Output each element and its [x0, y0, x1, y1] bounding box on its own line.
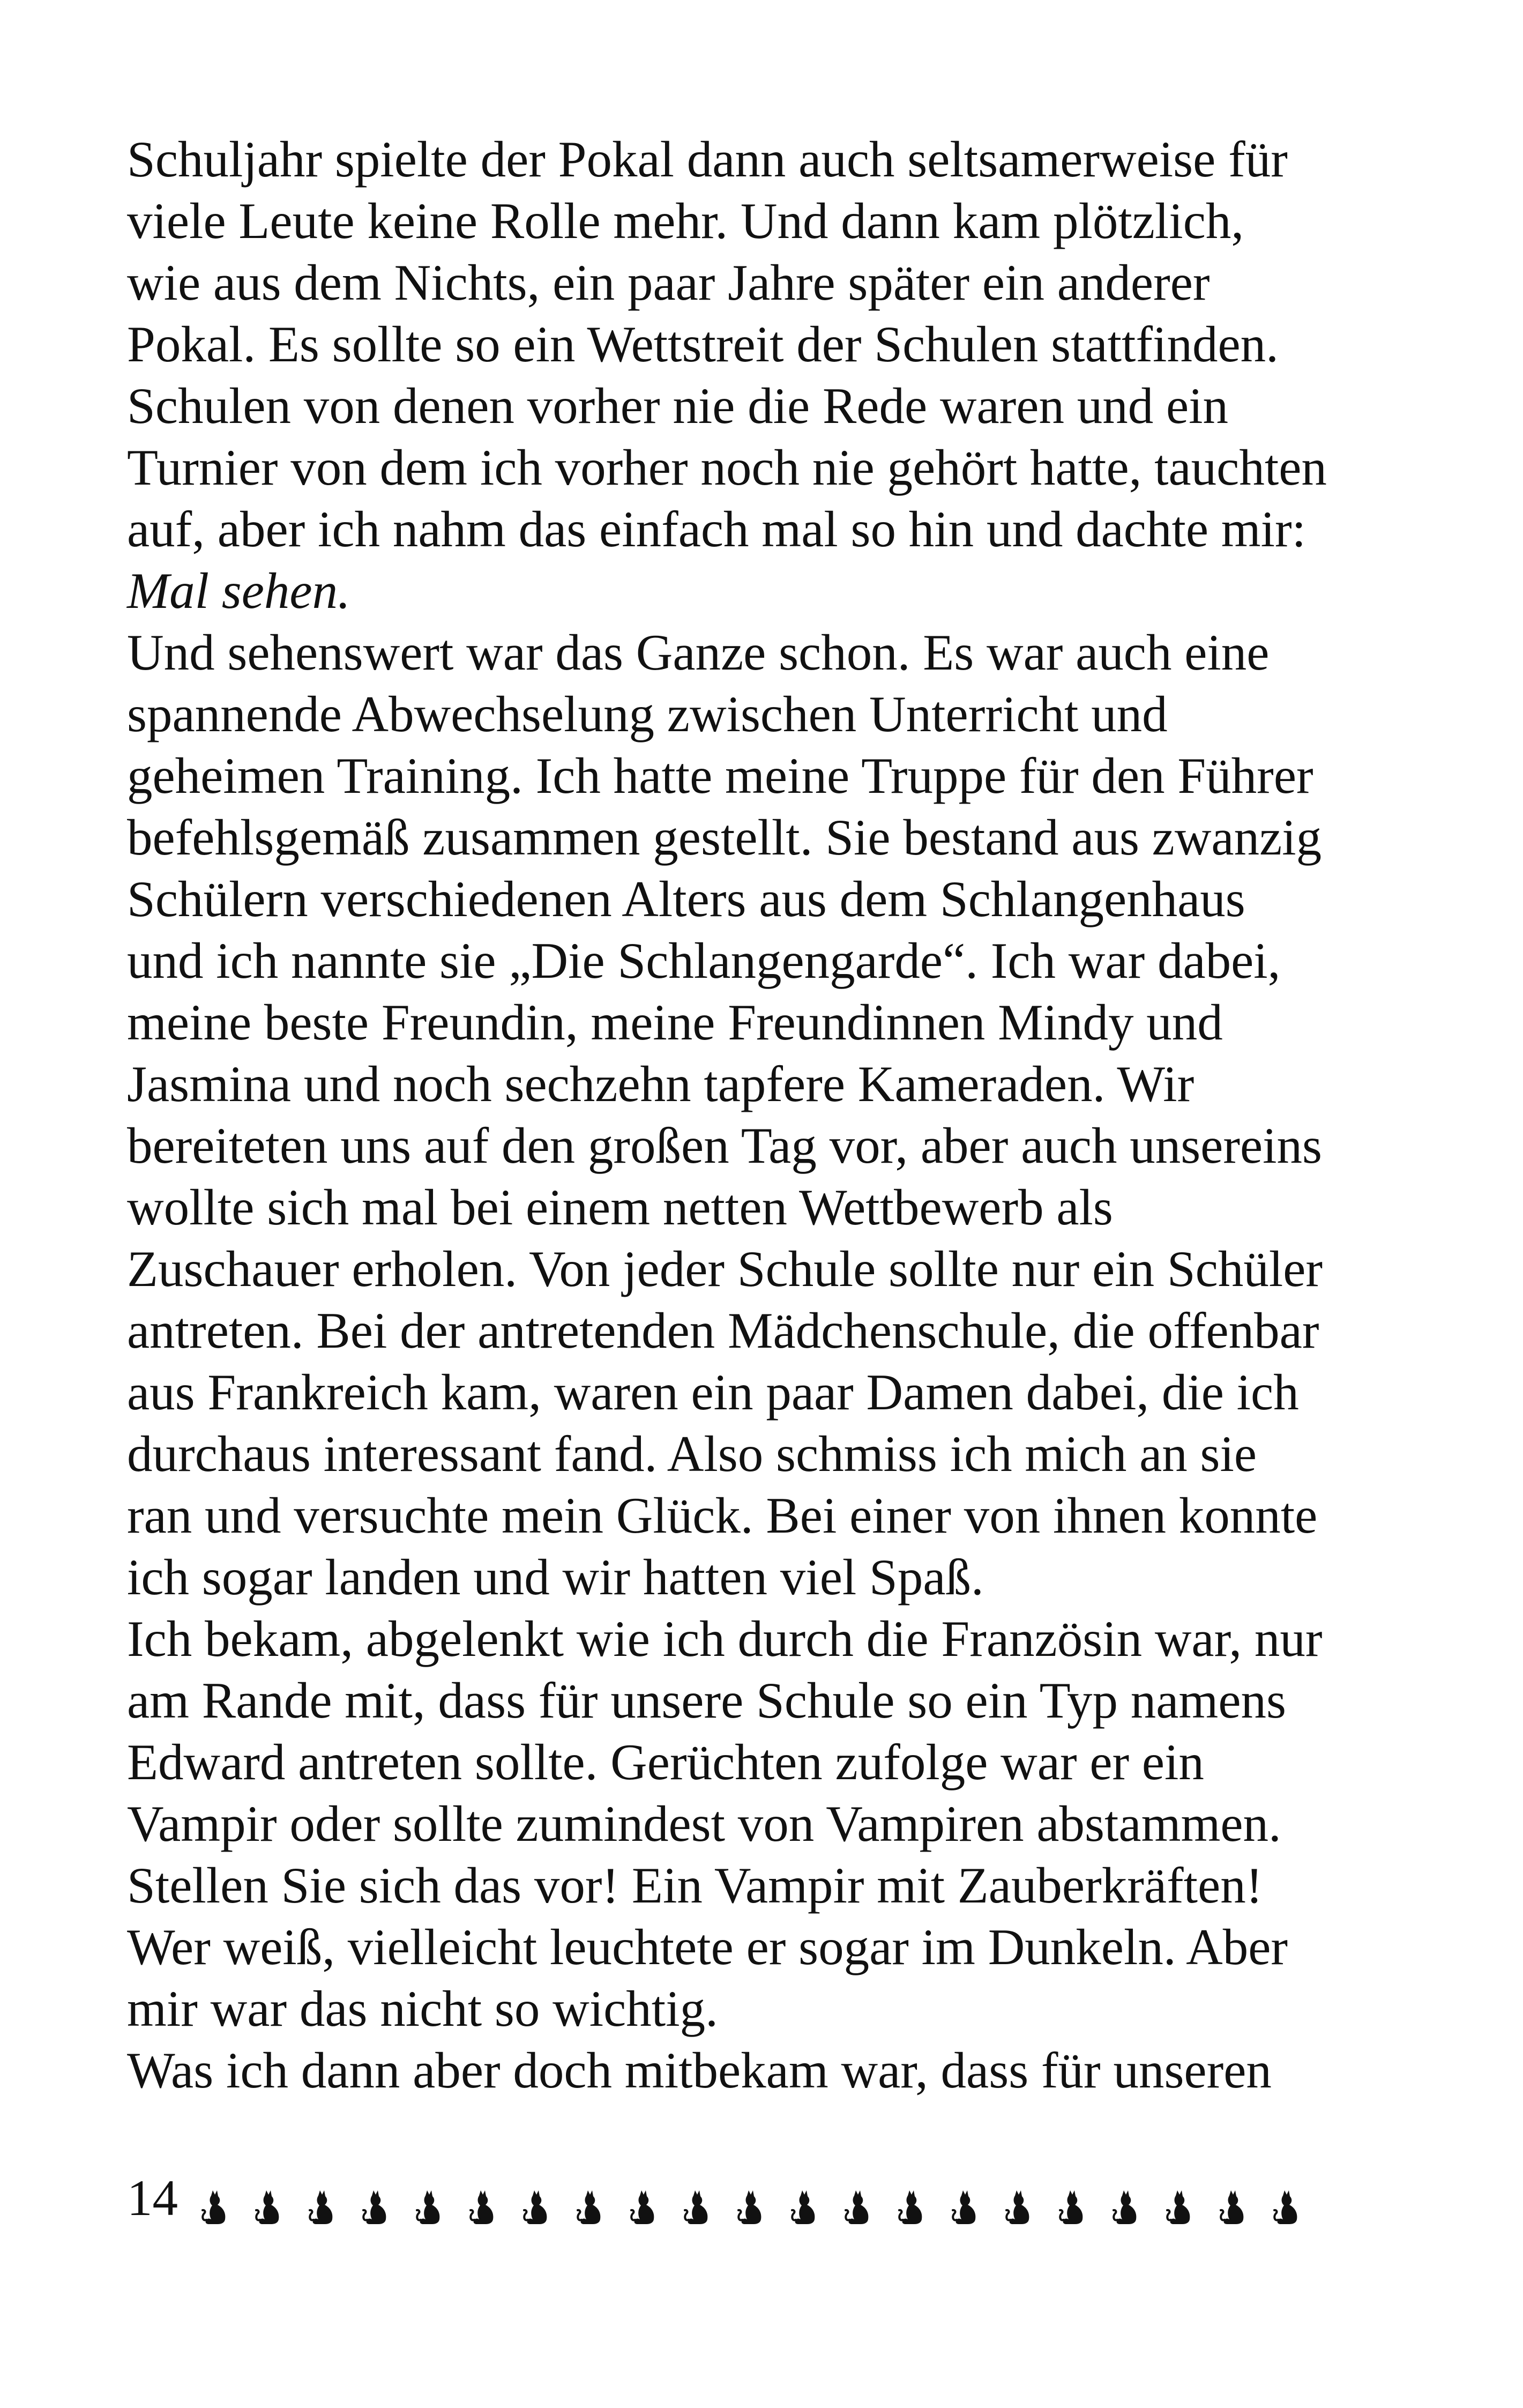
text-line: spannende Abwechselung zwischen Unterricht und: [127, 686, 1168, 742]
text-line: antreten. Bei der antretenden Mädchenschule, die offenbar: [127, 1302, 1319, 1359]
text-line: auf, aber ich nahm das einfach mal so hin und dachte mir:: [127, 501, 1307, 558]
text-line: Und sehenswert war das Ganze schon. Es war auch eine: [127, 624, 1270, 681]
cat-icon: [789, 2179, 820, 2217]
cat-icon: [574, 2179, 606, 2217]
text-line: am Rande mit, dass für unsere Schule so ein Typ namens: [127, 1672, 1286, 1729]
text-line: befehlsgemäß zusammen gestellt. Sie bestand aus zwanzig: [127, 809, 1322, 866]
text-line: durchaus interessant fand. Also schmiss ich mich an sie: [127, 1425, 1257, 1482]
page-number: 14: [127, 2169, 178, 2226]
cat-icon: [1271, 2179, 1302, 2217]
text-line: Schülern verschiedenen Alters aus dem Schlangenhaus: [127, 871, 1245, 927]
text-line: Schuljahr spielte der Pokal dann auch seltsamerweise für: [127, 131, 1288, 188]
text-line: wollte sich mal bei einem netten Wettbewerb als: [127, 1179, 1113, 1236]
cat-icon: [1003, 2179, 1034, 2217]
cat-icon: [1110, 2179, 1141, 2217]
cat-icon: [360, 2179, 391, 2217]
text-line: mir war das nicht so wichtig.: [127, 1980, 718, 2037]
text-line: Edward antreten sollte. Gerüchten zufolge war er ein: [127, 1734, 1204, 1790]
text-line: Vampir oder sollte zumindest von Vampiren abstammen.: [127, 1795, 1281, 1852]
cat-icon: [842, 2179, 874, 2217]
ornament-row: [199, 2179, 1302, 2217]
text-line: wie aus dem Nichts, ein paar Jahre später ein anderer: [127, 254, 1210, 311]
text-line: ich sogar landen und wir hatten viel Spaß.: [127, 1549, 984, 1606]
cat-icon: [628, 2179, 659, 2217]
cat-icon: [467, 2179, 498, 2217]
text-line: und ich nannte sie „Die Schlangengarde“. Ich war dabei,: [127, 932, 1281, 989]
cat-icon: [1164, 2179, 1195, 2217]
text-line: Was ich dann aber doch mitbekam war, dass für unseren: [127, 2042, 1272, 2099]
cat-icon: [199, 2179, 230, 2217]
text-line: viele Leute keine Rolle mehr. Und dann kam plötzlich,: [127, 192, 1244, 249]
text-line: Wer weiß, vielleicht leuchtete er sogar im Dunkeln. Aber: [127, 1919, 1288, 1975]
cat-icon: [896, 2179, 927, 2217]
text-line: ran und versuchte mein Glück. Bei einer von ihnen konnte: [127, 1487, 1318, 1544]
cat-icon: [414, 2179, 445, 2217]
text-line: Jasmina und noch sechzehn tapfere Kameraden. Wir: [127, 1056, 1194, 1112]
text-line: Mal sehen.: [127, 562, 350, 619]
page-footer: [127, 2168, 1302, 2227]
text-line: Zuschauer erholen. Von jeder Schule sollte nur ein Schüler: [127, 1240, 1323, 1297]
cat-icon: [950, 2179, 981, 2217]
text-line: Stellen Sie sich das vor! Ein Vampir mit Zauberkräften!: [127, 1857, 1263, 1914]
body-text: [127, 129, 1435, 2101]
text-line: aus Frankreich kam, waren ein paar Damen dabei, die ich: [127, 1364, 1299, 1421]
cat-icon: [253, 2179, 284, 2217]
cat-icon: [307, 2179, 338, 2217]
cat-icon: [1218, 2179, 1249, 2217]
text-line: meine beste Freundin, meine Freundinnen Mindy und: [127, 994, 1223, 1051]
cat-icon: [735, 2179, 766, 2217]
cat-icon: [1057, 2179, 1088, 2217]
text-line: bereiteten uns auf den großen Tag vor, aber auch unsereins: [127, 1117, 1322, 1174]
text-line: geheimen Training. Ich hatte meine Truppe für den Führer: [127, 747, 1313, 804]
text-line: Schulen von denen vorher nie die Rede waren und ein: [127, 377, 1229, 434]
cat-icon: [521, 2179, 552, 2217]
text-line: Pokal. Es sollte so ein Wettstreit der Schulen stattfinden.: [127, 316, 1279, 373]
cat-icon: [682, 2179, 713, 2217]
text-line: Ich bekam, abgelenkt wie ich durch die Französin war, nur: [127, 1610, 1323, 1667]
text-line: Turnier von dem ich vorher noch nie gehört hatte, tauchten: [127, 439, 1327, 496]
